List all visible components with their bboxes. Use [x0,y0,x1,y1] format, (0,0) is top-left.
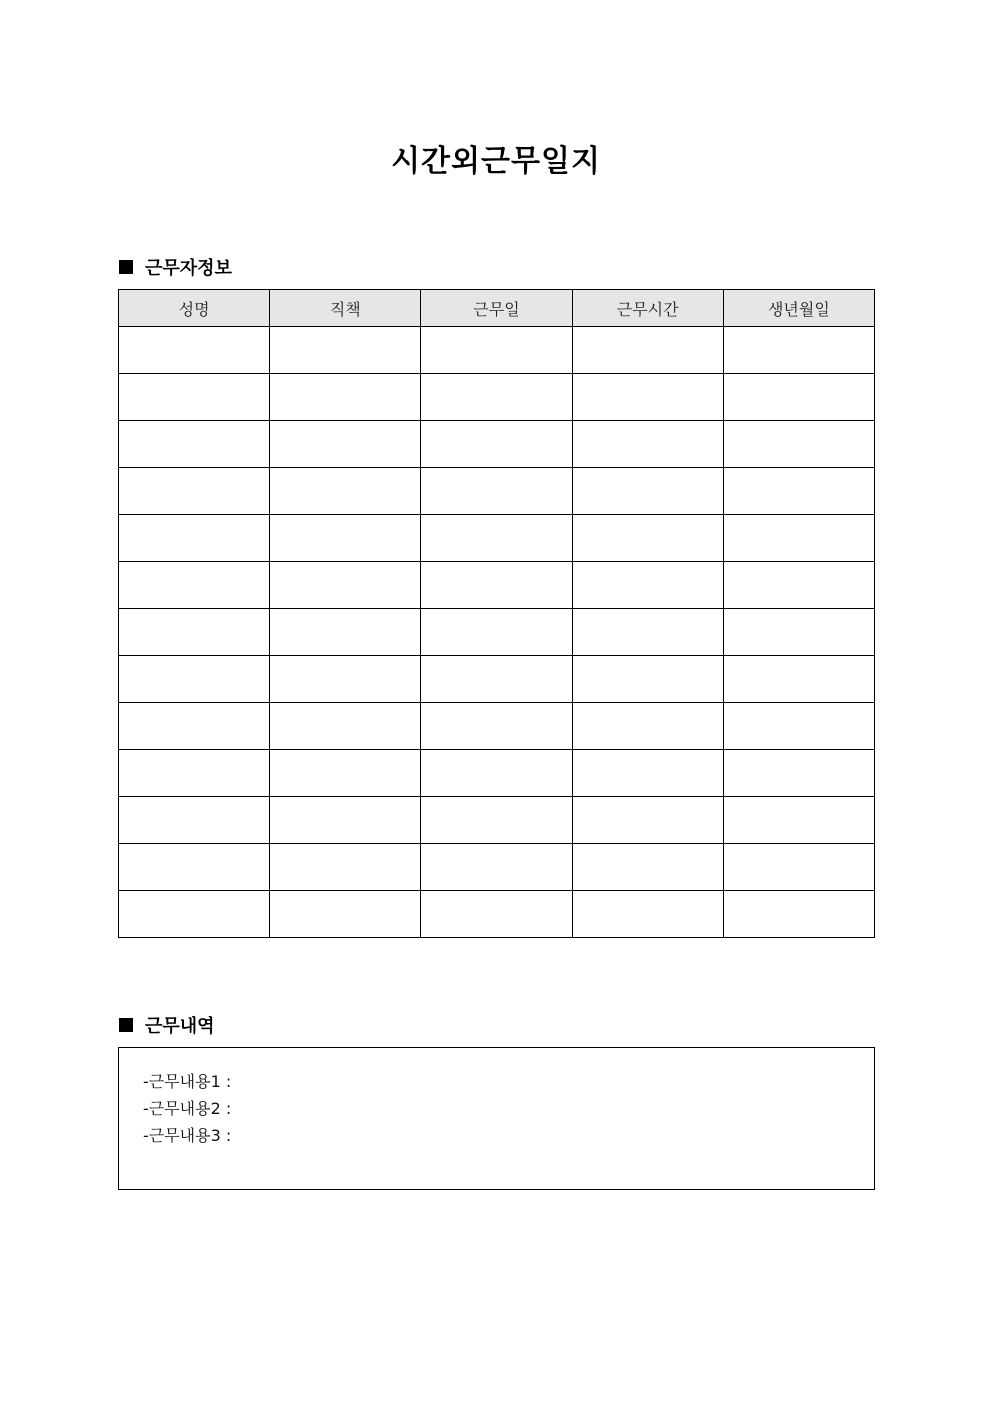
table-row [119,515,875,562]
cell-birthdate[interactable] [723,656,874,703]
cell-position[interactable] [270,468,421,515]
cell-work-date[interactable] [421,562,572,609]
cell-work-hours[interactable] [572,327,723,374]
cell-work-hours[interactable] [572,656,723,703]
table-row [119,468,875,515]
section-heading-work-details [119,1012,215,1038]
column-header-birthdate: 생년월일 [723,290,874,327]
column-header-position: 직책 [270,290,421,327]
cell-work-date[interactable] [421,515,572,562]
cell-birthdate[interactable] [723,609,874,656]
work-detail-line-1: -근무내용1 : [143,1072,232,1091]
cell-work-hours[interactable] [572,515,723,562]
cell-birthdate[interactable] [723,891,874,938]
cell-position[interactable] [270,327,421,374]
cell-work-date[interactable] [421,374,572,421]
cell-work-hours[interactable] [572,374,723,421]
cell-birthdate[interactable] [723,374,874,421]
cell-birthdate[interactable] [723,562,874,609]
table-row [119,797,875,844]
table-row [119,327,875,374]
cell-work-hours[interactable] [572,562,723,609]
table-row [119,609,875,656]
cell-work-date[interactable] [421,468,572,515]
cell-name[interactable] [119,844,270,891]
cell-work-hours[interactable] [572,891,723,938]
section-heading-label: 근무내역 [145,1016,215,1037]
cell-name[interactable] [119,656,270,703]
work-detail-line-3: -근무내용3 : [143,1126,232,1145]
cell-birthdate[interactable] [723,844,874,891]
cell-work-date[interactable] [421,656,572,703]
column-header-work-hours: 근무시간 [572,290,723,327]
cell-work-hours[interactable] [572,421,723,468]
table-row [119,844,875,891]
cell-name[interactable] [119,797,270,844]
cell-work-hours[interactable] [572,844,723,891]
cell-position[interactable] [270,374,421,421]
table-row [119,374,875,421]
cell-birthdate[interactable] [723,703,874,750]
table-header-row [119,290,875,327]
table-row [119,703,875,750]
black-square-icon [119,260,133,274]
cell-work-hours[interactable] [572,609,723,656]
section-heading-worker-info [119,254,232,280]
cell-name[interactable] [119,468,270,515]
cell-position[interactable] [270,656,421,703]
worker-info-table [118,289,875,938]
cell-work-hours[interactable] [572,797,723,844]
cell-birthdate[interactable] [723,421,874,468]
cell-work-hours[interactable] [572,703,723,750]
work-detail-line-2: -근무내용2 : [143,1099,232,1118]
cell-name[interactable] [119,327,270,374]
cell-name[interactable] [119,703,270,750]
cell-work-date[interactable] [421,750,572,797]
cell-position[interactable] [270,562,421,609]
column-header-work-date: 근무일 [421,290,572,327]
cell-position[interactable] [270,891,421,938]
cell-name[interactable] [119,515,270,562]
cell-birthdate[interactable] [723,515,874,562]
cell-work-hours[interactable] [572,750,723,797]
cell-birthdate[interactable] [723,797,874,844]
cell-name[interactable] [119,562,270,609]
cell-position[interactable] [270,703,421,750]
table-row [119,421,875,468]
section-heading-label: 근무자정보 [145,258,232,279]
cell-birthdate[interactable] [723,750,874,797]
cell-work-date[interactable] [421,703,572,750]
cell-name[interactable] [119,891,270,938]
cell-work-hours[interactable] [572,468,723,515]
cell-position[interactable] [270,844,421,891]
table-row [119,656,875,703]
cell-work-date[interactable] [421,797,572,844]
document-title: 시간외근무일지 [391,144,601,179]
cell-work-date[interactable] [421,421,572,468]
cell-position[interactable] [270,750,421,797]
work-details-box [118,1047,875,1190]
cell-work-date[interactable] [421,609,572,656]
table-row [119,891,875,938]
cell-position[interactable] [270,515,421,562]
table-row [119,750,875,797]
cell-work-date[interactable] [421,891,572,938]
black-square-icon [119,1018,133,1032]
column-header-name: 성명 [119,290,270,327]
cell-position[interactable] [270,609,421,656]
cell-position[interactable] [270,421,421,468]
cell-work-date[interactable] [421,327,572,374]
cell-name[interactable] [119,421,270,468]
cell-name[interactable] [119,374,270,421]
cell-birthdate[interactable] [723,327,874,374]
table-row [119,562,875,609]
cell-birthdate[interactable] [723,468,874,515]
cell-work-date[interactable] [421,844,572,891]
cell-position[interactable] [270,797,421,844]
cell-name[interactable] [119,609,270,656]
cell-name[interactable] [119,750,270,797]
